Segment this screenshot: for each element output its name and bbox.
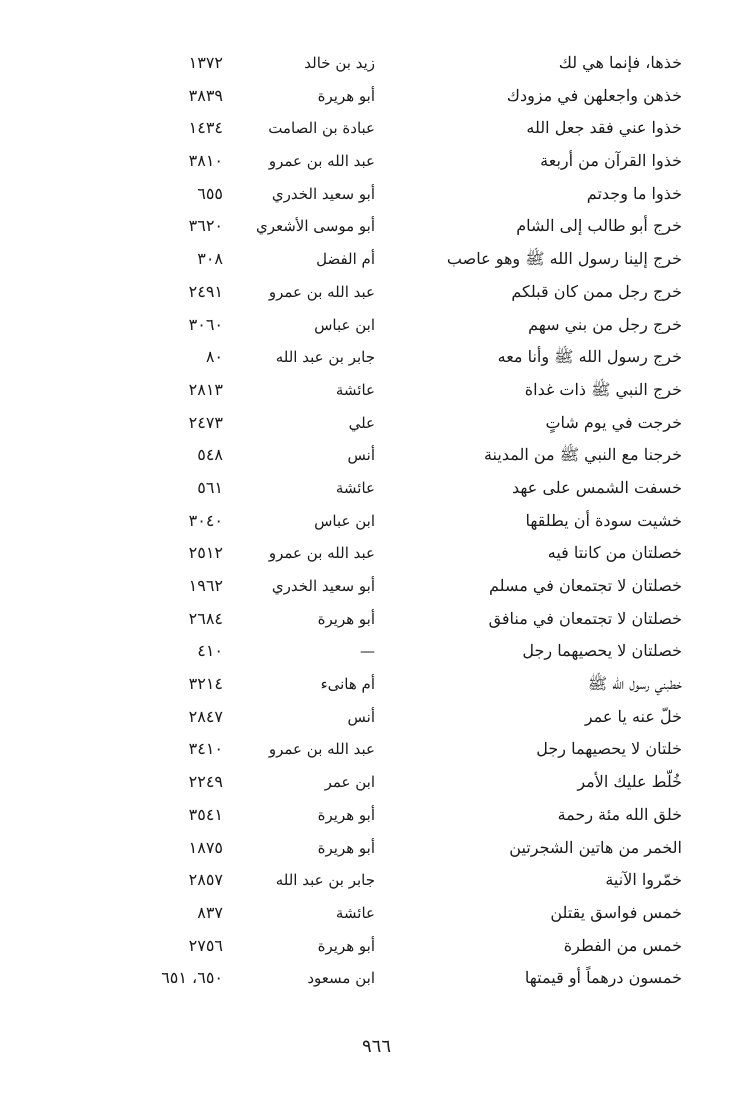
narrator-name: عبد الله بن عمرو <box>268 740 375 759</box>
index-row <box>0 766 753 799</box>
narrator-name: أبو هريرة <box>317 838 375 857</box>
hadith-number: ١٨٧٥ <box>188 837 223 857</box>
hadith-number: ٢٨٤٧ <box>188 706 223 726</box>
hadith-phrase: خصلتان لا تجتمعان في مسلم <box>489 576 682 595</box>
narrator-name: أبو هريرة <box>317 609 375 628</box>
hadith-number: ٨٣٧ <box>197 902 223 922</box>
hadith-phrase: خرج رجل من بني سهم <box>528 314 682 334</box>
hadith-phrase: خلّ عنه يا عمر <box>584 706 682 726</box>
index-row <box>0 210 753 243</box>
hadith-number: ٦٥٠، ٦٥١ <box>161 968 223 988</box>
index-row <box>0 145 753 178</box>
narrator-name: ابن عباس <box>314 511 375 530</box>
hadith-phrase: خمس فواسق يقتلن <box>550 902 682 922</box>
hadith-phrase: خمّروا الآنية <box>605 870 682 890</box>
index-row <box>0 276 753 309</box>
index-row <box>0 635 753 668</box>
hadith-phrase: خرج إلينا رسول الله ﷺ وهو عاصب <box>446 249 682 269</box>
index-row <box>0 178 753 211</box>
narrator-name: أبو هريرة <box>317 86 375 105</box>
index-row <box>0 570 753 603</box>
hadith-number: ٢٥١٢ <box>188 543 223 563</box>
narrator-name: جابر بن عبد الله <box>275 348 375 367</box>
hadith-phrase: خُلّط عليك الأمر <box>577 772 682 792</box>
narrator-name: عبد الله بن عمرو <box>268 282 375 301</box>
index-row <box>0 897 753 930</box>
narrator-name: أبو موسى الأشعري <box>255 217 375 236</box>
hadith-phrase: خذها، فإنما هي لك <box>558 53 682 72</box>
narrator-name: عبد الله بن عمرو <box>268 544 375 563</box>
hadith-number: ٣٠٨ <box>197 249 223 269</box>
hadith-number: ٢٢٤٩ <box>188 772 223 792</box>
hadith-phrase: خذوا القرآن من أربعة <box>540 151 682 171</box>
hadith-number: ١٣٧٢ <box>188 53 223 72</box>
narrator-name: جابر بن عبد الله <box>275 871 375 890</box>
narrator-name: عائشة <box>335 380 375 399</box>
hadith-number: ٤١٠ <box>197 641 223 661</box>
index-row <box>0 472 753 505</box>
hadith-number: ١٤٣٤ <box>188 118 223 138</box>
hadith-phrase: خذوا عني فقد جعل الله <box>526 118 682 138</box>
index-row <box>0 799 753 832</box>
narrator-name: أم هانىء <box>320 675 375 694</box>
hadith-phrase: خصلتان من كانتا فيه <box>547 543 682 563</box>
narrator-name: عبادة بن الصامت <box>268 119 375 138</box>
hadith-phrase: خلق الله مئة رحمة <box>557 804 682 824</box>
index-row <box>0 80 753 113</box>
hadith-number: ٢٦٨٤ <box>188 608 223 628</box>
index-row <box>0 374 753 407</box>
narrator-name: علي <box>348 413 375 432</box>
hadith-number: ٨٠ <box>205 347 223 367</box>
index-row <box>0 537 753 570</box>
hadith-phrase: خرج النبي ﷺ ذات غداة <box>524 379 682 399</box>
index-row <box>0 439 753 472</box>
hadith-phrase: خمس من الفطرة <box>563 935 682 955</box>
narrator-name: أبو سعيد الخدري <box>271 184 375 203</box>
index-row <box>0 407 753 440</box>
narrator-name: أبو هريرة <box>317 936 375 955</box>
index-row <box>0 701 753 734</box>
hadith-phrase: خرج أبو طالب إلى الشام <box>516 216 682 236</box>
narrator-name: أم الفضل <box>316 250 375 269</box>
hadith-phrase: خلتان لا يحصيهما رجل <box>536 739 682 759</box>
narrator-name: — <box>360 642 375 661</box>
index-row <box>0 864 753 897</box>
hadith-number: ٣٤١٠ <box>188 739 223 759</box>
hadith-phrase: خشيت سودة أن يطلقها <box>525 510 682 530</box>
hadith-phrase: خرجت في يوم شاتٍ <box>545 412 682 432</box>
hadith-number: ٣٠٤٠ <box>188 510 223 530</box>
hadith-number: ٢٨٥٧ <box>188 870 223 890</box>
index-row <box>0 930 753 963</box>
narrator-name: ابن عمر <box>324 773 375 792</box>
hadith-number: ٢٤٧٣ <box>188 412 223 432</box>
hadith-phrase: الخمر من هاتين الشجرتين <box>509 837 682 857</box>
narrator-name: أنس <box>347 446 375 465</box>
narrator-name: عبد الله بن عمرو <box>268 152 375 171</box>
hadith-phrase: خرج رسول الله ﷺ وأنا معه <box>497 347 682 367</box>
index-row <box>0 112 753 145</box>
narrator-name: زيد بن خالد <box>304 54 375 72</box>
hadith-number: ٣٨٣٩ <box>188 85 223 105</box>
index-row <box>0 505 753 538</box>
hadith-index-table <box>0 47 753 995</box>
index-row <box>0 962 753 995</box>
hadith-phrase: خطبني رسول الله ﷺ <box>587 674 682 694</box>
hadith-phrase: خمسون درهماً أو قيمتها <box>524 968 682 988</box>
narrator-name: أنس <box>347 707 375 726</box>
hadith-number: ٣٨١٠ <box>188 151 223 171</box>
hadith-phrase: خصلتان لا يحصيهما رجل <box>522 641 682 661</box>
hadith-number: ٣٢١٤ <box>188 674 223 694</box>
hadith-phrase: خرج رجل ممن كان قبلكم <box>511 281 682 301</box>
narrator-name: أبو هريرة <box>317 805 375 824</box>
index-row <box>0 243 753 276</box>
narrator-name: ابن مسعود <box>307 969 375 988</box>
hadith-phrase: خسفت الشمس على عهد <box>512 477 682 497</box>
page-number: ٩٦٦ <box>361 1036 391 1057</box>
hadith-number: ٥٦١ <box>197 477 223 497</box>
hadith-phrase: خصلتان لا تجتمعان في منافق <box>488 608 682 628</box>
index-row <box>0 603 753 636</box>
hadith-phrase: خذوا ما وجدتم <box>586 183 682 203</box>
hadith-number: ٣٠٦٠ <box>188 314 223 334</box>
hadith-phrase: خذهن واجعلهن في مزودك <box>506 85 682 105</box>
index-row <box>0 309 753 342</box>
index-row <box>0 733 753 766</box>
index-row <box>0 341 753 374</box>
hadith-number: ٢٧٥٦ <box>188 935 223 955</box>
index-row <box>0 668 753 701</box>
hadith-number: ٢٨١٣ <box>188 379 223 399</box>
narrator-name: عائشة <box>335 478 375 497</box>
hadith-number: ٢٤٩١ <box>188 281 223 301</box>
hadith-phrase: خرجنا مع النبي ﷺ من المدينة <box>483 445 682 465</box>
hadith-number: ٥٤٨ <box>197 445 223 465</box>
hadith-number: ٣٦٢٠ <box>188 216 223 236</box>
hadith-number: ٣٥٤١ <box>188 804 223 824</box>
index-row <box>0 47 753 80</box>
narrator-name: أبو سعيد الخدري <box>271 577 375 595</box>
narrator-name: عائشة <box>335 903 375 922</box>
hadith-number: ١٩٦٢ <box>188 576 223 595</box>
hadith-number: ٦٥٥ <box>197 183 223 203</box>
index-row <box>0 832 753 865</box>
narrator-name: ابن عباس <box>314 315 375 334</box>
